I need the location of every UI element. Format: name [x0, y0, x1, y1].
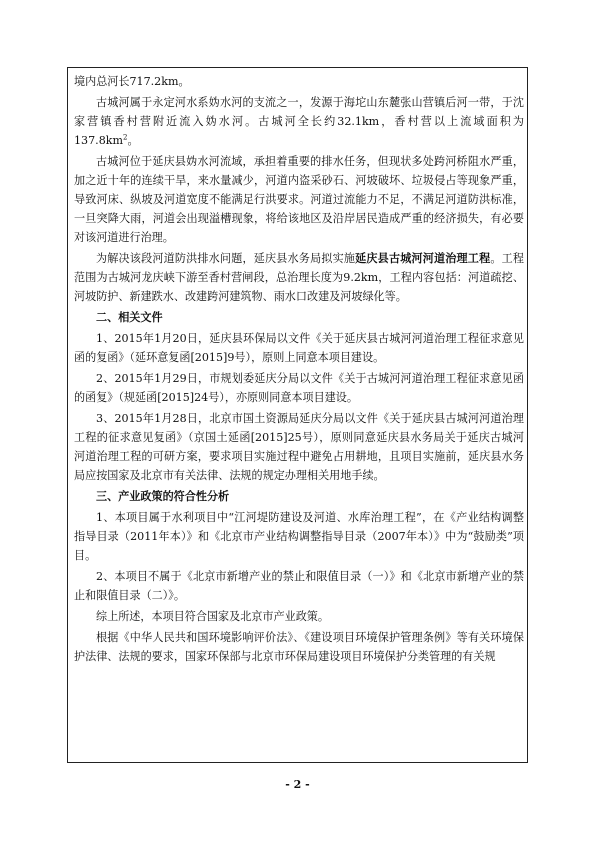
paragraph-river-problems: 古城河位于延庆县妫水河流域，承担着重要的排水任务，但现状多处跨河桥阻水严重，加之近十年的连续干旱，来水量减少，河道内盗采砂石、河坡破坏、垃圾侵占等现象严重，导致河床、纵坡及河道宽度不能满足行洪要求。河道过流能力不足，不满足河道防洪标准，一旦突降大雨，河道会出现溢槽现象，将给该地区及沿岸居民造成严重的经济损失，有必要对该河道进行治理。: [74, 155, 524, 244]
page-number: - 2 -: [285, 778, 310, 791]
document-body: [74, 72, 524, 666]
policy-item-2: 2、本项目不属于《北京市新增产业的禁止和限值目录（一）》和《北京市新增产业的禁止和限值目录（二）》。: [74, 570, 524, 602]
superscript: 2: [123, 133, 128, 142]
document-item-3: 3、2015年1月28日，北京市国土资源局延庆分局以文件《关于延庆县古城河河道治理工程的征求意见复函》（京国土延函[2015]25号），原则同意延庆县水务局关于延庆古城河河道治理工程的可研方案，要求项目实施过程中避免占用耕地，且项目实施前，延庆县水务局应按国家及北京市有关法律、法规的规定办理相关用地手续。: [74, 412, 524, 482]
paragraph-river-length: 境内总河长717.2km。: [74, 75, 190, 88]
document-item-1: 1、2015年1月20日，延庆县环保局以文件《关于延庆县古城河河道治理工程征求意见函的复函》（延环意复函[2015]9号），原则上同意本项目建设。: [74, 332, 524, 364]
text: 。: [127, 134, 139, 147]
paragraph-summary: 综上所述，本项目符合国家及北京市产业政策。: [96, 610, 329, 623]
section-heading-industrial-policy: 三、产业政策的符合性分析: [96, 490, 230, 503]
policy-item-1: 1、本项目属于水利项目中“江河堤防建设及河道、水库治理工程”，在《产业结构调整指导目录（2011年本）》和《北京市产业结构调整指导目录（2007年本）》中为“鼓励类”项目。: [74, 511, 524, 562]
section-heading-related-documents: 二、相关文件: [96, 311, 163, 324]
paragraph-project-scope: [74, 249, 524, 306]
document-item-2: 2、2015年1月29日，市规划委延庆分局以文件《关于古城河河道治理工程征求意见函的函复》（规延函[2015]24号），亦原则同意本项目建设。: [74, 372, 524, 404]
text: 为解决该段河道防洪排水问题，延庆县水务局拟实施: [96, 252, 356, 265]
paragraph-gucheng-river: [74, 93, 524, 150]
project-name: 延庆县古城河河道治理工程: [355, 252, 491, 265]
paragraph-legal-basis: 根据《中华人民共和国环境影响评价法》、《建设项目环境保护管理条例》等有关环境保护法律、法规的要求，国家环保部与北京市环保局建设项目环境保护分类管理的有关规: [74, 631, 524, 663]
text: 古城河属于永定河水系妫水河的支流之一，发源于海坨山东麓张山营镇后河一带，于沈家营镇香村营附近流入妫水河。古城河全长约32.1km，香村营以上流域面积为137.8km: [74, 96, 524, 147]
text: 。工程范围为古城河龙庆峡下游至香村营闸段，总治理长度为9.2km，工程内容包括：河道疏挖、河坡防护、新建跌水、改建跨河建筑物、雨水口改建及河坡绿化等。: [74, 252, 524, 303]
